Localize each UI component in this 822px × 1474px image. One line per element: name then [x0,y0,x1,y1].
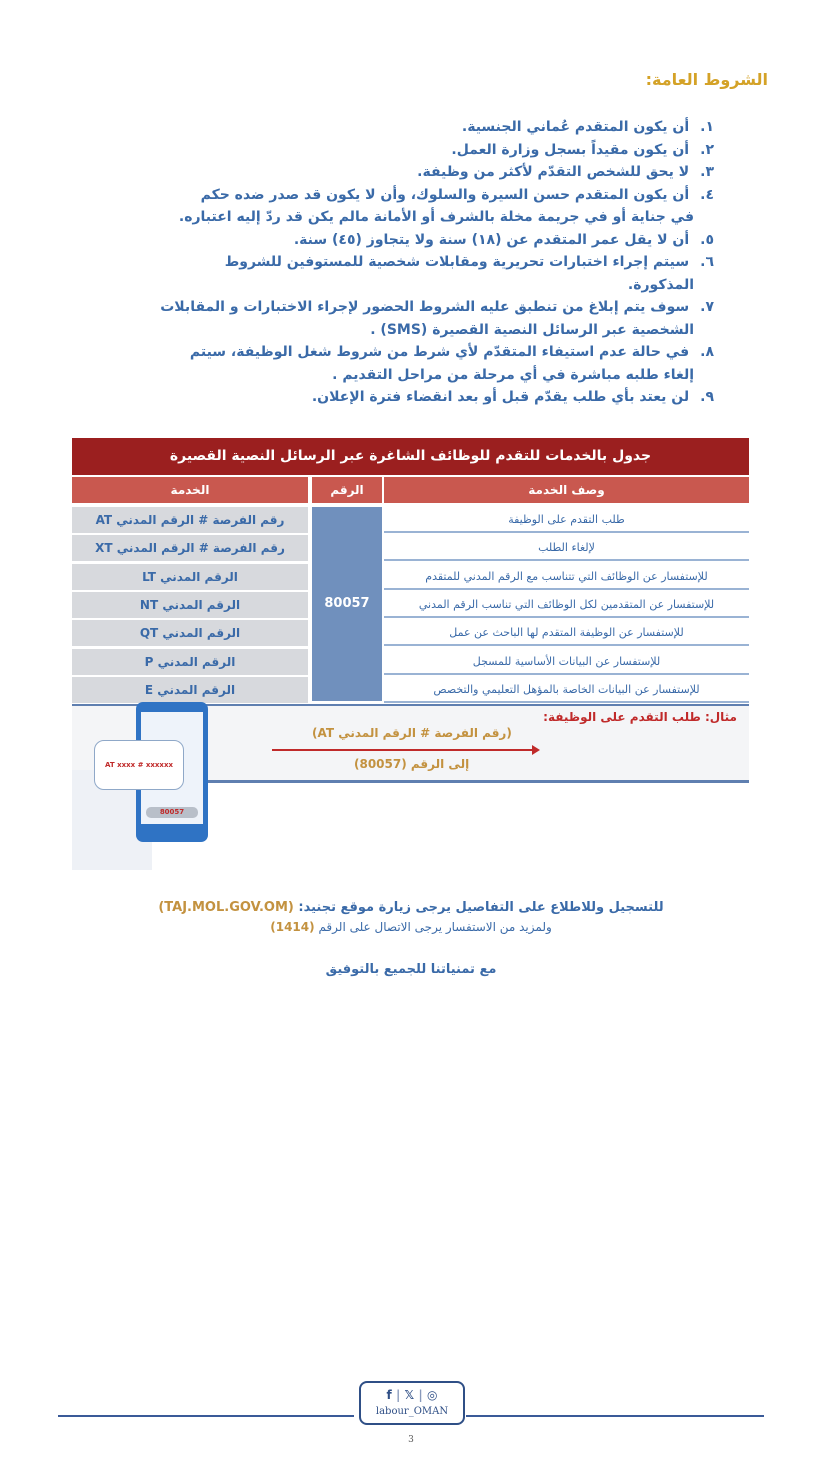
table-row-description: للإستفسار عن المتقدمين لكل الوظائف التي تناسب الرقم المدني [384,592,749,618]
table-header [72,477,749,503]
condition-item [124,116,714,139]
condition-text: سيتم إجراء اختبارات تحريرية ومقابلات شخصية للمستوفين للشروط [224,254,690,270]
table-row-description: للإستفسار عن البيانات الخاصة بالمؤهل التعليمي والتخصص [384,677,749,703]
table-body [72,503,749,699]
table-row-description: للإستفسار عن الوظائف التي تتناسب مع الرقم المدني للمتقدم [384,564,749,590]
condition-item [124,229,714,252]
table-row-service: الرقم المدني LT [72,564,308,590]
condition-number: ٧. [700,299,714,315]
condition-item [124,161,714,184]
conditions-list [124,116,714,409]
social-badge: f | 𝕏 | ◎ labour_OMAN [359,1381,465,1425]
table-row-service: الرقم المدني QT [72,620,308,646]
example-label: مثال: طلب التقدم على الوظيفة: [543,710,737,724]
sms-bubble: AT xxxx # xxxxxx [94,740,184,790]
table-row-description: طلب التقدم على الوظيفة [384,507,749,533]
condition-item [124,251,714,296]
condition-number: ٤. [700,186,714,203]
condition-continuation: في جناية أو في جريمة مخلة بالشرف أو الأمانة مالم يكن قد ردّ إليه اعتباره. [178,209,694,225]
condition-text: أن لا يقل عمر المتقدم عن (١٨) سنة ولا يتجاوز (٤٥) سنة. [293,231,690,248]
instagram-icon[interactable]: ◎ [426,1388,438,1402]
header-service: الخدمة [72,477,308,503]
condition-item [124,386,714,409]
condition-number: ٦. [700,254,714,270]
example-message: (رقم الفرصة # الرقم المدني AT) [312,726,512,740]
condition-number: ١. [700,119,714,135]
contact-website-text: للتسجيل وللاطلاع على التفاصيل يرجى زيارة موقع تجنيد: [298,900,664,915]
condition-number: ٨. [700,344,714,360]
condition-text: أن يكون مقيداً بسجل وزارة العمل. [451,141,690,158]
condition-text: أن يكون المتقدم عُماني الجنسية. [461,119,690,135]
condition-number: ٢. [700,141,714,158]
table-title: جدول بالخدمات للتقدم للوظائف الشاغرة عبر الرسائل النصية القصيرة [72,438,749,475]
footer-divider-right [466,1415,764,1417]
table-row-description: للإستفسار عن الوظيفة المتقدم لها الباحث عن عمل [384,620,749,646]
condition-item [124,184,714,229]
phone-number: (1414) [270,920,315,934]
footer-divider-left [58,1415,354,1417]
condition-continuation: المذكورة. [627,276,694,293]
closing-text: مع تمنياتنا للجميع بالتوفيق [325,962,497,977]
table-row-service: الرقم المدني E [72,677,308,703]
contact-website [0,900,822,915]
condition-number: ٩. [700,389,714,405]
x-icon[interactable]: 𝕏 [404,1388,415,1402]
table-row-service: الرقم المدني NT [72,592,308,618]
condition-item [124,341,714,386]
sms-number-cell: 80057 [312,507,382,701]
website-link[interactable]: (TAJ.MOL.GOV.OM) [158,900,294,915]
contact-phone-text: ولمزيد من الاستفسار يرجى الاتصال على الرقم [318,920,552,934]
header-number: الرقم [312,477,382,503]
table-row-description: لإلغاء الطلب [384,535,749,561]
condition-continuation: الشخصية عبر الرسائل النصية القصيرة (SMS) . [370,321,694,338]
table-row-service: الرقم المدني P [72,649,308,675]
condition-item [124,139,714,162]
example-destination: إلى الرقم (80057) [354,757,470,771]
condition-number: ٥. [700,231,714,248]
condition-text: لا يحق للشخص التقدّم لأكثر من وظيفة. [417,164,690,180]
arrow-right-icon [272,749,534,751]
contact-phone [0,920,822,934]
sms-recipient: 80057 [146,807,198,818]
condition-text: في حالة عدم استيفاء المتقدّم لأي شرط من شروط شغل الوظيفة، سيتم [189,344,690,360]
condition-continuation: إلغاء طلبه مباشرة في أي مرحلة من مراحل التقديم . [332,366,694,383]
condition-item [124,296,714,341]
condition-text: سوف يتم إبلاغ من تنطبق عليه الشروط الحضور لإجراء الاختبارات و المقابلات [160,299,690,315]
header-description: وصف الخدمة [384,477,749,503]
table-row-service: رقم الفرصة # الرقم المدني XT [72,535,308,561]
page-number: 3 [408,1435,414,1445]
table-row-description: للإستفسار عن البيانات الأساسية للمسجل [384,649,749,675]
table-row-service: رقم الفرصة # الرقم المدني AT [72,507,308,533]
condition-text: لن يعتد بأي طلب يقدّم قبل أو بعد انقضاء فترة الإعلان. [311,389,690,405]
condition-number: ٣. [700,164,714,180]
social-handle[interactable]: labour_OMAN [375,1406,449,1417]
conditions-title: الشروط العامة: [645,70,768,89]
condition-text: أن يكون المتقدم حسن السيرة والسلوك، وأن لا يكون قد صدر ضده حكم [200,186,690,203]
facebook-icon[interactable]: f [386,1388,392,1402]
